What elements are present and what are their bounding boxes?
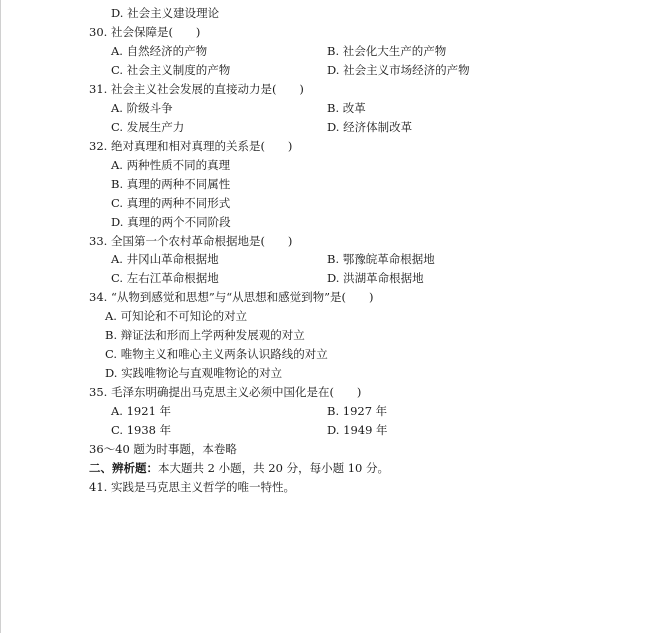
q35-option-d: D. 1949 年 [327,423,388,437]
q34-option-d: D. 实践唯物论与直观唯物论的对立 [105,366,283,380]
q32-option-b: B. 真理的两种不同属性 [111,177,231,191]
q30-option-b: B. 社会化大生产的产物 [327,44,447,58]
q33-option-c: C. 左右江革命根据地 [111,271,219,285]
q32-option-c: C. 真理的两种不同形式 [111,196,231,210]
q34-option-c: C. 唯物主义和唯心主义两条认识路线的对立 [105,347,328,361]
section-title: 二、辨析题： [89,461,158,475]
q35-stem: 35. 毛泽东明确提出马克思主义必须中国化是在( ) [89,385,362,399]
q31-option-d: D. 经济体制改革 [327,120,413,134]
q32-option-a: A. 两种性质不同的真理 [111,158,231,172]
q33-stem: 33. 全国第一个农村革命根据地是( ) [89,234,293,248]
q34-option-a: A. 可知论和不可知论的对立 [105,309,248,323]
q30-option-c: C. 社会主义制度的产物 [111,63,231,77]
section-heading [89,461,389,475]
q32-option-d: D. 真理的两个不同阶段 [111,215,231,229]
q33-option-a: A. 井冈山革命根据地 [111,252,219,266]
q31-option-b: B. 改革 [327,101,366,115]
q31-option-c: C. 发展生产力 [111,120,185,134]
q30-option-a: A. 自然经济的产物 [111,44,208,58]
q33-option-b: B. 鄂豫皖革命根据地 [327,252,435,266]
q41-stem: 41. 实践是马克思主义哲学的唯一特性。 [89,480,295,494]
section-description: 本大题共 2 小题，共 20 分，每小题 10 分。 [158,461,390,475]
q34-stem: 34. “从物到感觉和思想”与“从思想和感觉到物”是( ) [89,290,374,304]
q30-option-d: D. 社会主义市场经济的产物 [327,63,470,77]
q31-option-a: A. 阶级斗争 [111,101,173,115]
q35-option-b: B. 1927 年 [327,404,388,418]
q35-option-a: A. 1921 年 [111,404,172,418]
q35-option-c: C. 1938 年 [111,423,172,437]
q29-option-d: D. 社会主义建设理论 [111,6,220,20]
q33-option-d: D. 洪湖革命根据地 [327,271,424,285]
q34-option-b: B. 辩证法和形而上学两种发展观的对立 [105,328,305,342]
q32-stem: 32. 绝对真理和相对真理的关系是( ) [89,139,293,153]
q31-stem: 31. 社会主义社会发展的直接动力是( ) [89,82,304,96]
omitted-note: 36～40 题为时事题，本卷略 [89,442,237,456]
q30-stem: 30. 社会保障是( ) [89,25,201,39]
